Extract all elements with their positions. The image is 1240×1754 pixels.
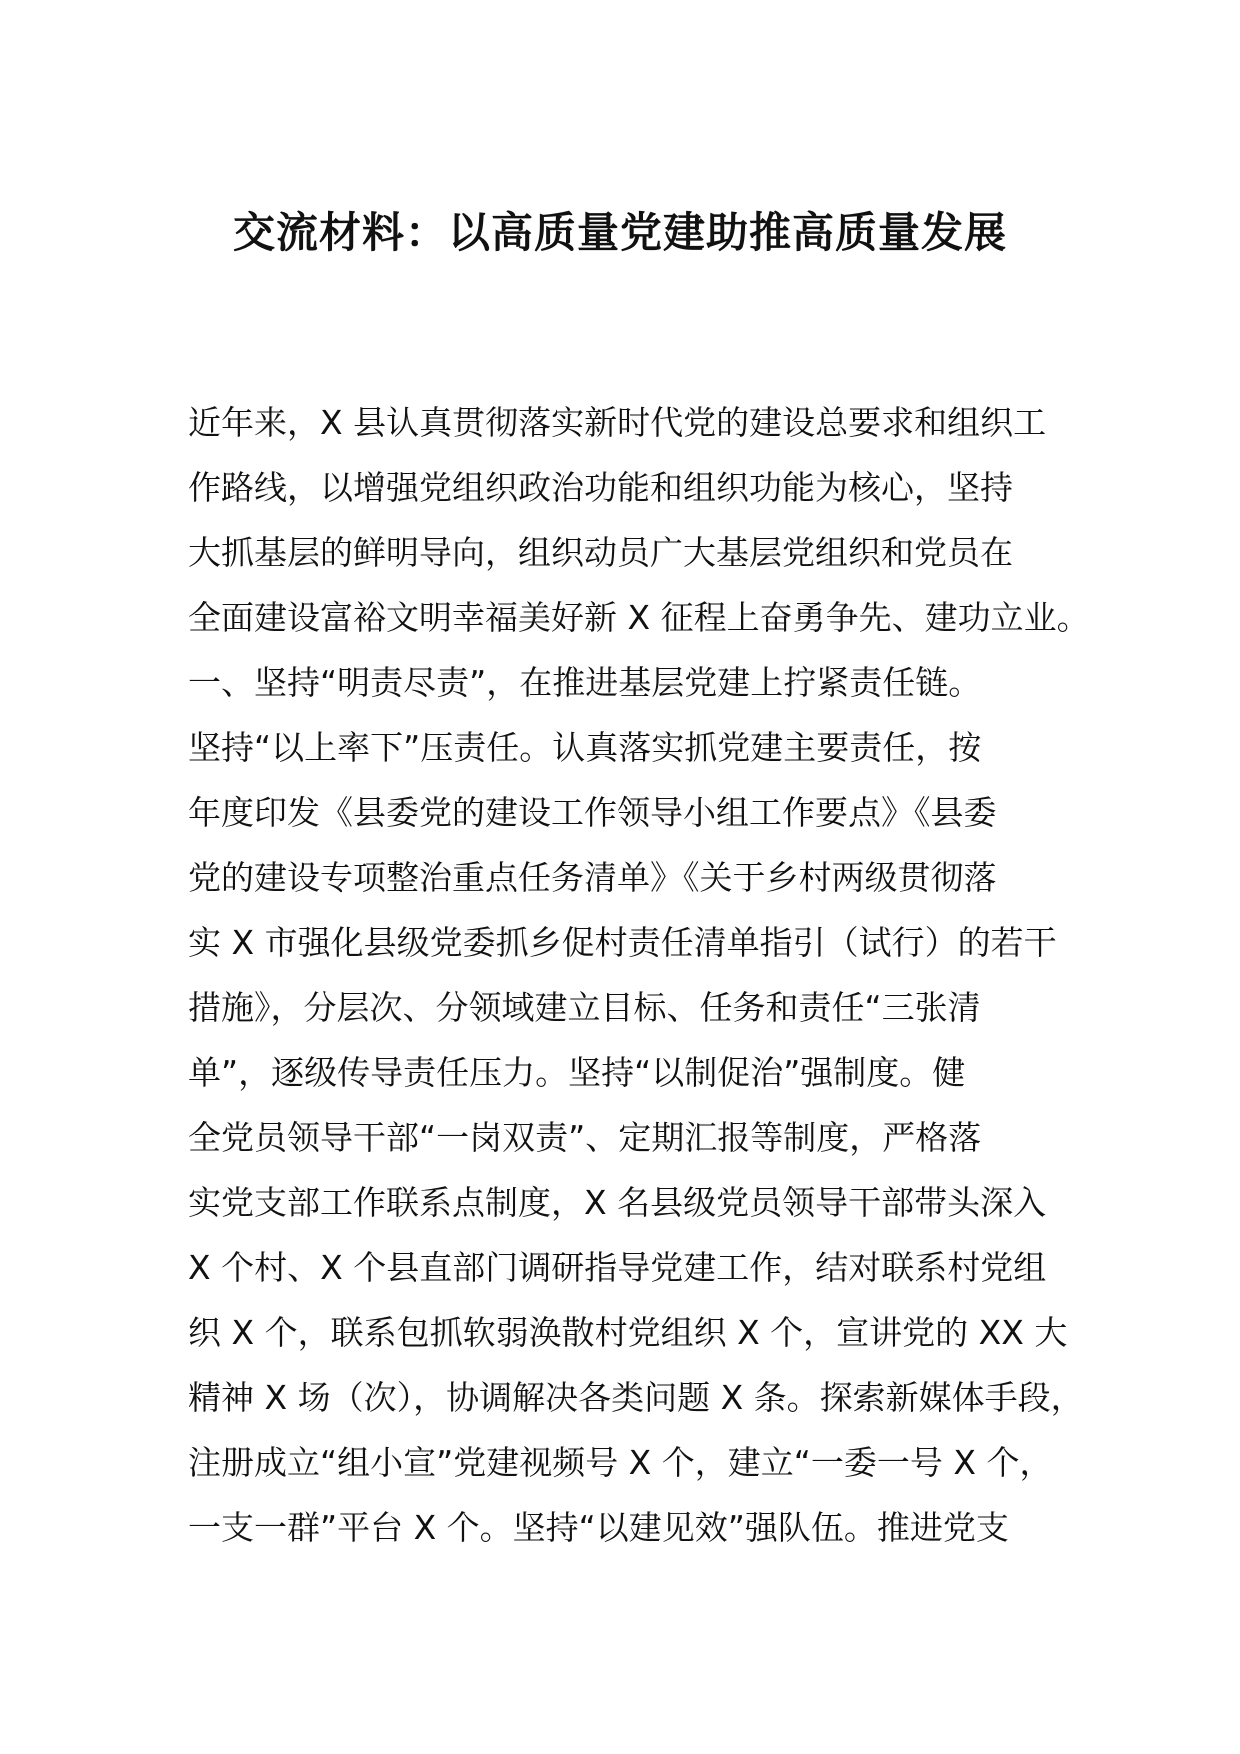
section-heading: 一、坚持“明责尽责”，在推进基层党建上拧紧责任链。 bbox=[188, 663, 982, 702]
body-line: 全面建设富裕文明幸福美好新 X 征程上奋勇争先、建功立业。 bbox=[188, 598, 1090, 637]
body-line: 一支一群”平台 X 个。坚持“以建见效”强队伍。推进党支 bbox=[188, 1508, 1009, 1547]
body-line: 党的建设专项整治重点任务清单》《关于乡村两级贯彻落 bbox=[188, 858, 997, 897]
body-line: 注册成立“组小宣”党建视频号 X 个，建立“一委一号 X 个， bbox=[188, 1443, 1053, 1482]
body-line: 大抓基层的鲜明导向，组织动员广大基层党组织和党员在 bbox=[188, 533, 1013, 572]
body-line: 近年来，X 县认真贯彻落实新时代党的建设总要求和组织工 bbox=[188, 403, 1047, 442]
body-line: X 个村、X 个县直部门调研指导党建工作，结对联系村党组 bbox=[188, 1248, 1047, 1287]
body-line: 织 X 个，联系包抓软弱涣散村党组织 X 个，宣讲党的 XX 大 bbox=[188, 1313, 1068, 1352]
body-line: 单”，逐级传导责任压力。坚持“以制促治”强制度。健 bbox=[188, 1053, 966, 1092]
body-line: 坚持“以上率下”压责任。认真落实抓党建主要责任，按 bbox=[188, 728, 982, 767]
body-line: 实 X 市强化县级党委抓乡促村责任清单指引（试行）的若干 bbox=[188, 923, 1057, 962]
document-title: 交流材料：以高质量党建助推高质量发展 bbox=[232, 208, 1007, 257]
body-line: 精神 X 场（次），协调解决各类问题 X 条。探索新媒体手段， bbox=[188, 1378, 1084, 1417]
body-line: 作路线，以增强党组织政治功能和组织功能为核心，坚持 bbox=[188, 468, 1013, 507]
body-line: 全党员领导干部“一岗双责”、定期汇报等制度，严格落 bbox=[188, 1118, 982, 1157]
body-line: 年度印发《县委党的建设工作领导小组工作要点》《县委 bbox=[188, 793, 997, 832]
body-line: 实党支部工作联系点制度，X 名县级党员领导干部带头深入 bbox=[188, 1183, 1047, 1222]
document-body bbox=[188, 390, 1088, 1560]
body-line: 措施》，分层次、分领域建立目标、任务和责任“三张清 bbox=[188, 988, 981, 1027]
